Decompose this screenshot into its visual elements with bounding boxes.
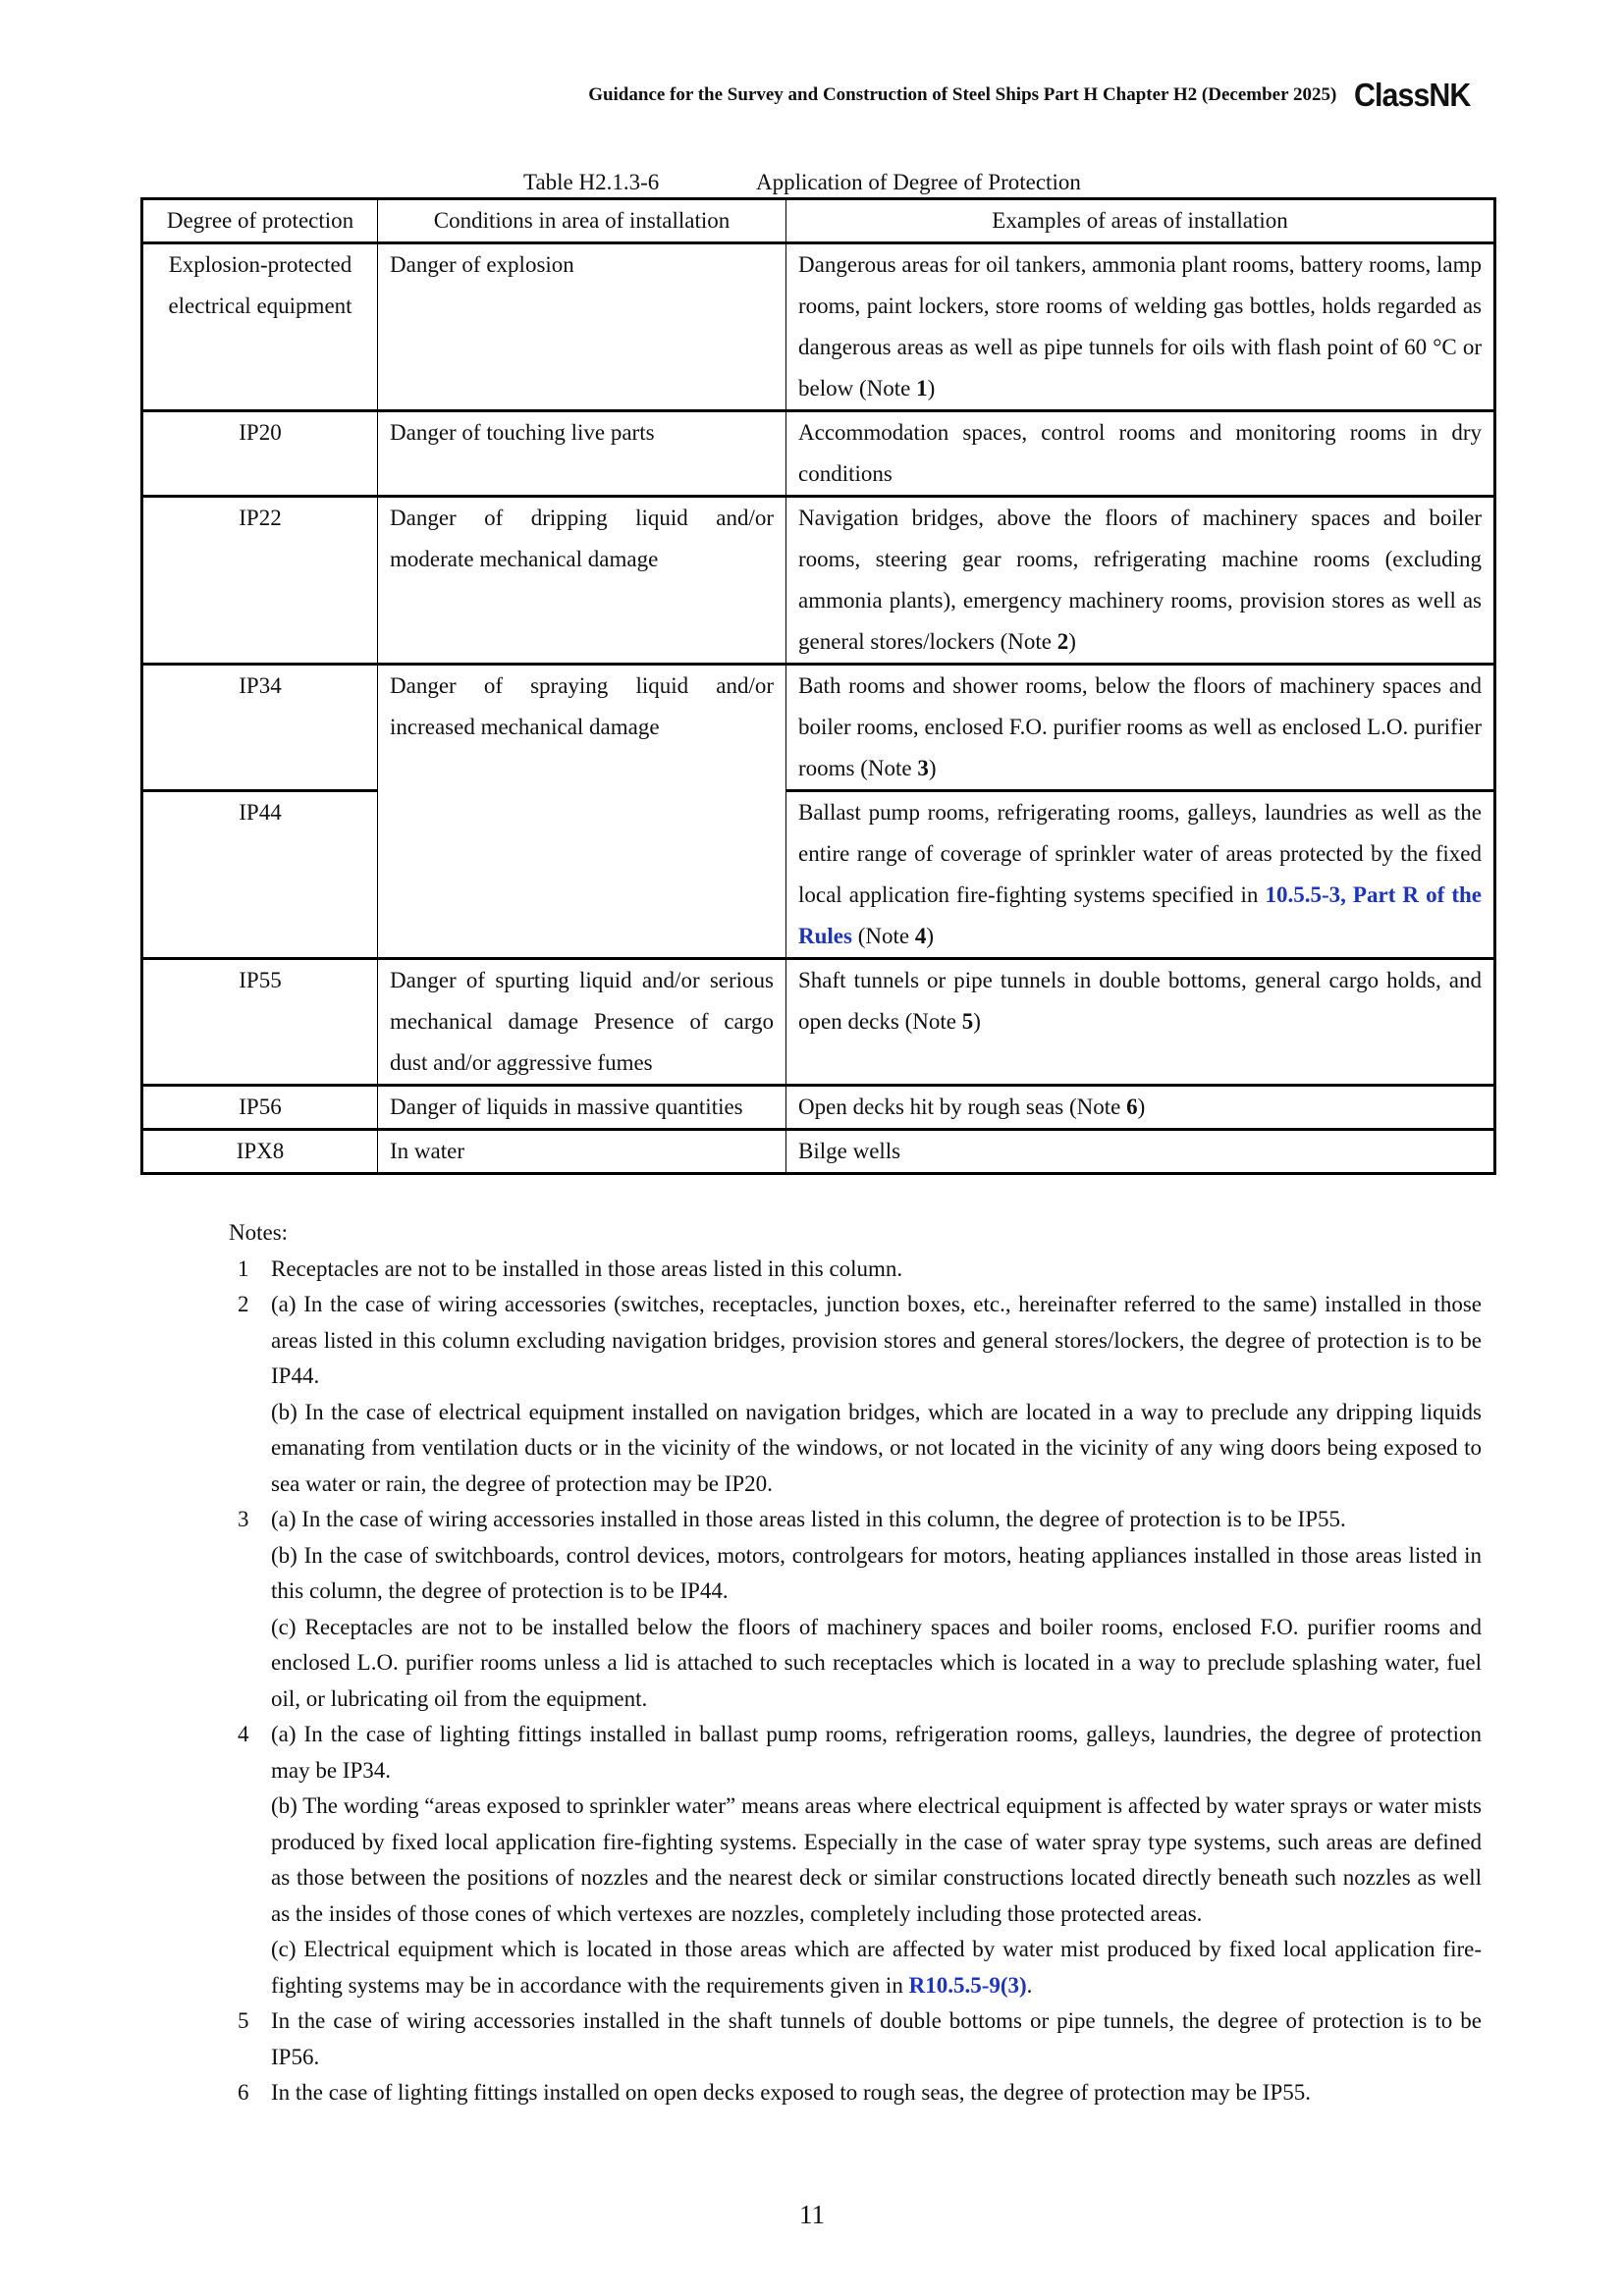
note-text-b: (b) The wording “areas exposed to sprinkler water” means areas where electrical equipment is affected by water sprays or water mists produced by fixed local application fire-fighting systems. Especially in the case of water spray type systems, such areas are defined as those between the positions of nozzles and the nearest deck or similar constructions located directly beneath such nozzles as well as the insides of those cones of which vertexes are nozzles, completely including those protected areas. xyxy=(271,1793,1482,1926)
cell-degree: IP44 xyxy=(142,791,378,959)
note-text-b: (b) In the case of switchboards, control devices, motors, controlgears for motors, heating appliances installed in those areas listed in this column, the degree of protection is to be IP44. xyxy=(271,1542,1482,1603)
examples-text: Ballast pump rooms, refrigerating rooms, galleys, laundries as well as the entire range of coverage of sprinkler water of areas protected by the fixed local application fire-fighting systems specified in xyxy=(798,800,1482,907)
note-4 xyxy=(229,1717,1482,2003)
close-paren: ) xyxy=(927,376,936,400)
notes-section xyxy=(229,1215,1482,2111)
table-row xyxy=(142,1130,1495,1174)
cell-examples xyxy=(786,665,1495,791)
rules-link[interactable]: 10.5.5-3, Part R of the Rules xyxy=(798,882,1482,948)
note-6 xyxy=(229,2075,1482,2111)
table-title: Application of Degree of Protection xyxy=(756,170,1081,194)
table-row xyxy=(142,497,1495,665)
note-number: 1 xyxy=(238,1255,249,1281)
page-header xyxy=(588,77,1481,114)
table-caption xyxy=(523,170,1081,195)
cell-degree: IP56 xyxy=(142,1086,378,1130)
cell-conditions: Danger of spraying liquid and/or increased mechanical damage xyxy=(378,665,786,959)
cell-examples: Bilge wells xyxy=(786,1130,1495,1174)
close-paren: ) xyxy=(928,756,937,780)
table-row xyxy=(142,411,1495,497)
note-text-b: (b) In the case of electrical equipment installed on navigation bridges, which are located in a way to preclude any dripping liquids emanating from ventilation ducts or in the vicinity of the windows, or not located in the vicinity of any wing doors being exposed to sea water or rain, the degree of protection may be IP20. xyxy=(271,1399,1482,1496)
header-degree: Degree of protection xyxy=(142,199,378,243)
table-row xyxy=(142,243,1495,411)
table-row xyxy=(142,959,1495,1086)
examples-text: Open decks hit by rough seas (Note xyxy=(798,1095,1127,1119)
note-ref: 6 xyxy=(1126,1095,1138,1119)
table-row xyxy=(142,791,1495,959)
cell-degree: IP34 xyxy=(142,665,378,791)
header-title: Guidance for the Survey and Construction of Steel Ships Part H Chapter H2 (December 2025) xyxy=(588,84,1337,105)
note-ref: 3 xyxy=(917,756,929,780)
note-text: Receptacles are not to be installed in those areas listed in this column. xyxy=(271,1255,903,1281)
table-row xyxy=(142,665,1495,791)
notes-heading: Notes: xyxy=(229,1220,289,1245)
note-text-c-end: . xyxy=(1026,1972,1033,1998)
note-text: In the case of lighting fittings installed on open decks exposed to rough seas, the degree of protection may be IP55. xyxy=(271,2080,1312,2105)
note-number: 6 xyxy=(238,2080,249,2105)
table-row xyxy=(142,1086,1495,1130)
note-ref: 4 xyxy=(914,924,927,948)
cell-degree: IP22 xyxy=(142,497,378,665)
close-paren: ) xyxy=(926,924,934,948)
note-number: 5 xyxy=(238,2008,249,2033)
examples-text: Shaft tunnels or pipe tunnels in double bottoms, general cargo holds, and open decks (Note xyxy=(798,968,1482,1034)
note-text-a: (a) In the case of lighting fittings installed in ballast pump rooms, refrigeration rooms, galleys, laundries, the degree of protection may be IP34. xyxy=(271,1722,1482,1783)
cell-examples: Accommodation spaces, control rooms and monitoring rooms in dry conditions xyxy=(786,411,1495,497)
cell-examples xyxy=(786,959,1495,1086)
note-3 xyxy=(229,1502,1482,1717)
examples-text: Bath rooms and shower rooms, below the floors of machinery spaces and boiler rooms, enclosed F.O. purifier rooms as well as enclosed L.O. purifier rooms (Note xyxy=(798,673,1482,780)
cell-examples xyxy=(786,497,1495,665)
note-text-a: (a) In the case of wiring accessories (switches, receptacles, junction boxes, etc., hereinafter referred to the same) installed in those areas listed in this column excluding navigation bridges, provision stores and general stores/lockers, the degree of protection is to be IP44. xyxy=(271,1292,1482,1388)
note-text: In the case of wiring accessories installed in the shaft tunnels of double bottoms or pipe tunnels, the degree of protection is to be IP56. xyxy=(271,2008,1482,2069)
examples-text: Navigation bridges, above the floors of machinery spaces and boiler rooms, steering gear rooms, refrigerating machine rooms (excluding ammonia plants), emergency machinery rooms, provision stores as well as general stores/lockers (Note xyxy=(798,506,1482,654)
cell-degree: Explosion-protected electrical equipment xyxy=(142,243,378,411)
r10-5-5-9-link[interactable]: R10.5.5-9(3) xyxy=(908,1972,1027,1998)
page-number: 11 xyxy=(799,2200,825,2229)
note-2 xyxy=(229,1287,1482,1502)
cell-conditions: Danger of touching live parts xyxy=(378,411,786,497)
close-paren: ) xyxy=(1137,1095,1146,1119)
examples-text: Dangerous areas for oil tankers, ammonia plant rooms, battery rooms, lamp rooms, paint lockers, store rooms of welding gas bottles, holds regarded as dangerous areas as well as pipe tunnels for oils with flash point of 60 °C or below (Note xyxy=(798,252,1482,400)
header-examples: Examples of areas of installation xyxy=(786,199,1495,243)
note-number: 4 xyxy=(238,1722,249,1746)
cell-conditions: Danger of spurting liquid and/or serious mechanical damage Presence of cargo dust and/or aggressive fumes xyxy=(378,959,786,1086)
note-text-c xyxy=(271,1932,1482,2003)
header-conditions: Conditions in area of installation xyxy=(378,199,786,243)
cell-conditions: Danger of explosion xyxy=(378,243,786,411)
cell-examples xyxy=(786,791,1495,959)
cell-degree: IPX8 xyxy=(142,1130,378,1174)
cell-conditions: Danger of dripping liquid and/or moderate mechanical damage xyxy=(378,497,786,665)
cell-examples xyxy=(786,243,1495,411)
note-text-c: (c) Receptacles are not to be installed below the floors of machinery spaces and boiler rooms, enclosed F.O. purifier rooms and enclosed L.O. purifier rooms unless a lid is attached to such receptacles which is located in a way to preclude splashing water, fuel oil, or lubricating oil from the equipment. xyxy=(271,1614,1482,1711)
note-text-c-body: (c) Electrical equipment which is located in those areas which are affected by water mist produced by fixed local application fire-fighting systems may be in accordance with the requirements given in xyxy=(271,1937,1482,1998)
cell-degree: IP55 xyxy=(142,959,378,1086)
cell-degree: IP20 xyxy=(142,411,378,497)
examples-text-after-link: (Note xyxy=(851,924,915,948)
note-ref: 5 xyxy=(961,1009,974,1034)
cell-conditions: Danger of liquids in massive quantities xyxy=(378,1086,786,1130)
table-header-row xyxy=(142,199,1495,243)
note-ref: 1 xyxy=(916,376,928,400)
close-paren: ) xyxy=(973,1009,981,1034)
cell-conditions: In water xyxy=(378,1130,786,1174)
note-text-a: (a) In the case of wiring accessories installed in those areas listed in this column, the degree of protection is to be IP55. xyxy=(271,1507,1346,1531)
note-5 xyxy=(229,2003,1482,2075)
close-paren: ) xyxy=(1068,629,1076,654)
note-1 xyxy=(229,1252,1482,1288)
note-number: 2 xyxy=(238,1292,249,1316)
cell-examples xyxy=(786,1086,1495,1130)
note-ref: 2 xyxy=(1056,629,1069,654)
note-number: 3 xyxy=(238,1507,249,1531)
degree-of-protection-table xyxy=(140,197,1496,1175)
classnk-logo: ClassNK xyxy=(1354,77,1471,113)
table-number: Table H2.1.3-6 xyxy=(523,170,660,194)
